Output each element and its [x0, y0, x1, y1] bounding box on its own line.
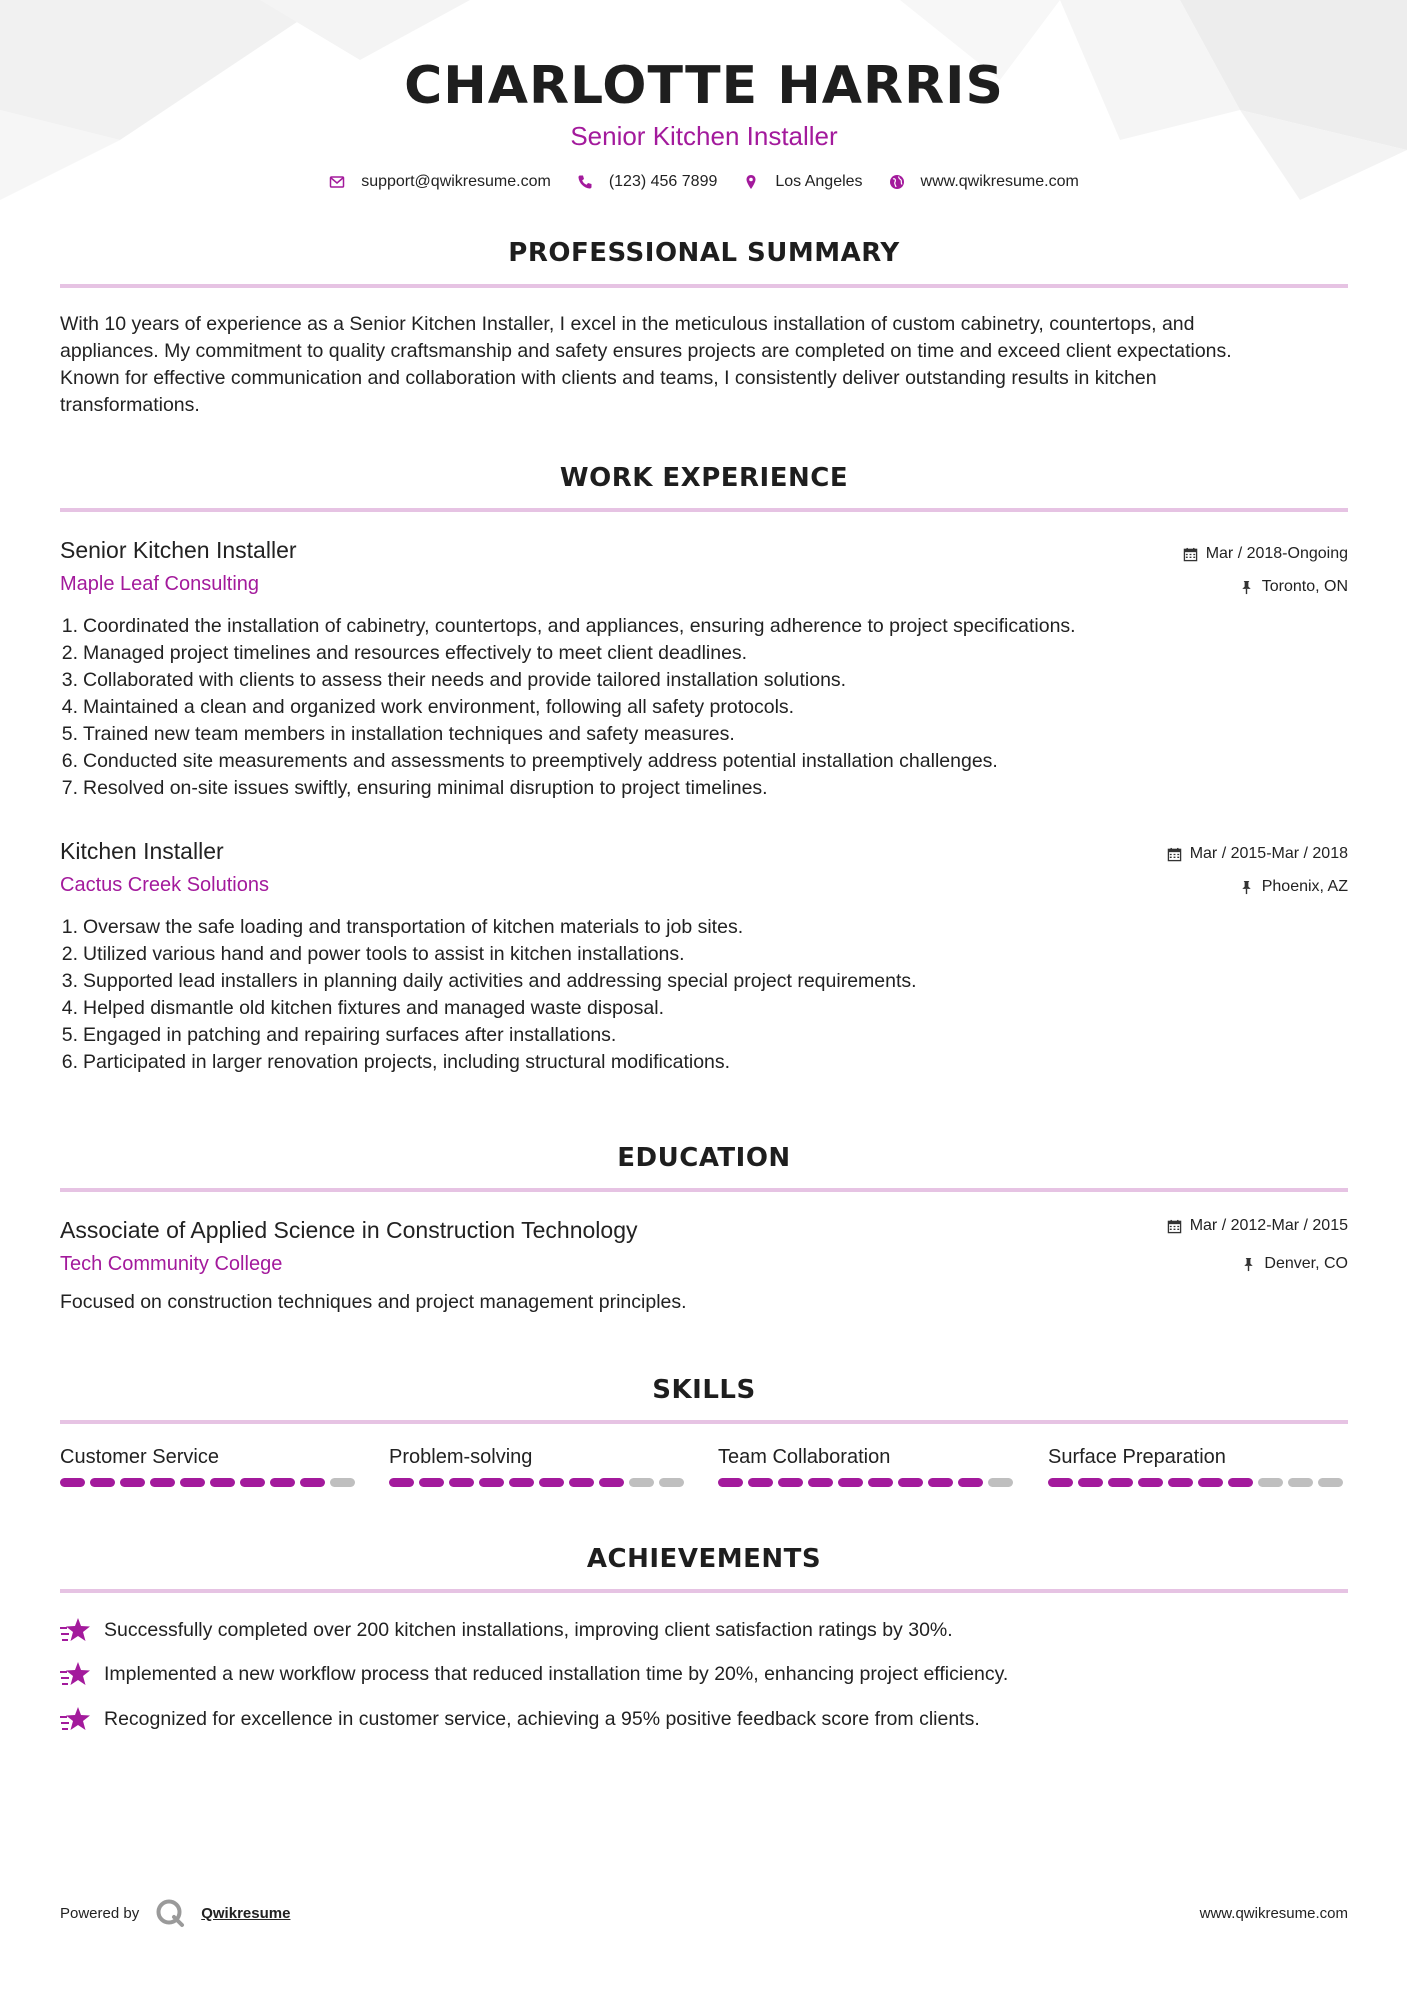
achievements-heading: ACHIEVEMENTS [586, 1544, 822, 1574]
skill-name: Surface Preparation [1048, 1446, 1226, 1468]
envelope-icon [329, 174, 345, 190]
skill-segment-filled [898, 1478, 923, 1487]
map-pin-icon [743, 174, 759, 190]
list-item: 1. Oversaw the safe loading and transportation of kitchen materials to job sites. [60, 914, 1348, 941]
achievement-text: Successfully completed over 200 kitchen installations, improving client satisfaction ratings by 30%. [104, 1618, 953, 1641]
skill-segment-filled [270, 1478, 295, 1487]
header-background-decoration [0, 0, 1407, 240]
experience-divider [60, 508, 1348, 512]
skill-segment-empty [1258, 1478, 1283, 1487]
job-dates [1183, 545, 1348, 563]
skills-divider [60, 1420, 1348, 1424]
skill-segment-filled [509, 1478, 534, 1487]
skill-segment-filled [868, 1478, 893, 1487]
list-item: 4. Maintained a clean and organized work environment, following all safety protocols. [60, 694, 1348, 721]
degree-title: Associate of Applied Science in Construction Technology [60, 1217, 638, 1243]
skill-segment-filled [1048, 1478, 1073, 1487]
skill-segment-empty [1288, 1478, 1313, 1487]
contact-phone[interactable] [577, 173, 718, 191]
skill-segment-filled [60, 1478, 85, 1487]
skill-segment-filled [718, 1478, 743, 1487]
calendar-icon [1167, 1219, 1182, 1234]
skill-segment-empty [330, 1478, 355, 1487]
school-name: Tech Community College [60, 1253, 283, 1275]
skill-segment-filled [1168, 1478, 1193, 1487]
skill-segment-filled [389, 1478, 414, 1487]
achievement-text: Implemented a new workflow process that reduced installation time by 20%, enhancing project efficiency. [104, 1662, 1009, 1685]
star-icon [60, 1705, 92, 1733]
skill-segment-filled [300, 1478, 325, 1487]
education-location [1241, 1255, 1348, 1273]
skill-name: Customer Service [60, 1446, 219, 1468]
skill-segment-filled [90, 1478, 115, 1487]
contact-bar [60, 173, 1348, 191]
experience-heading: WORK EXPERIENCE [559, 463, 849, 493]
job-location [1239, 878, 1348, 896]
list-item-text: Conducted site measurements and assessments to preemptively address potential installation challenges. [83, 750, 998, 772]
skill-name: Team Collaboration [718, 1446, 891, 1468]
list-item-text: Maintained a clean and organized work environment, following all safety protocols. [83, 696, 795, 718]
skill-segment-filled [449, 1478, 474, 1487]
skill-level-bar [389, 1478, 689, 1487]
summary-heading: PROFESSIONAL SUMMARY [508, 238, 900, 268]
skill-item [389, 1446, 689, 1487]
skill-segment-filled [928, 1478, 953, 1487]
candidate-role: Senior Kitchen Installer [570, 121, 838, 151]
contact-email-text: support@qwikresume.com [361, 173, 551, 190]
skill-segment-empty [1318, 1478, 1343, 1487]
education-heading: EDUCATION [617, 1143, 791, 1173]
job-title: Senior Kitchen Installer [60, 537, 297, 563]
job-dates [1167, 845, 1348, 863]
list-item-text: Collaborated with clients to assess their needs and provide tailored installation solutions. [83, 669, 847, 691]
contact-website[interactable] [889, 173, 1079, 191]
job-location-text: Phoenix, AZ [1261, 878, 1348, 895]
skill-segment-filled [210, 1478, 235, 1487]
job-company: Cactus Creek Solutions [60, 874, 269, 896]
summary-line: appliances. My commitment to quality craftsmanship and safety ensures projects are completed on time and exceed client expectations. [60, 340, 1232, 362]
skill-segment-filled [150, 1478, 175, 1487]
skill-segment-filled [240, 1478, 265, 1487]
job-responsibilities [60, 914, 1348, 1076]
education-description: Focused on construction techniques and project management principles. [60, 1291, 687, 1313]
summary-line: Known for effective communication and collaboration with clients and teams, I consistently deliver outstanding results in kitchen [60, 367, 1157, 389]
qwikresume-link[interactable]: Qwikresume [201, 1904, 291, 1922]
list-item: 5. Trained new team members in installation techniques and safety measures. [60, 721, 1348, 748]
list-item: 3. Supported lead installers in planning daily activities and addressing special project requirements. [60, 968, 1348, 995]
powered-by-label: Powered by [60, 1904, 140, 1922]
skill-segment-empty [988, 1478, 1013, 1487]
skill-segment-filled [1078, 1478, 1103, 1487]
list-item: 5. Engaged in patching and repairing surfaces after installations. [60, 1022, 1348, 1049]
list-item: 7. Resolved on-site issues swiftly, ensuring minimal disruption to project timelines. [60, 775, 1348, 802]
job-company: Maple Leaf Consulting [60, 573, 260, 595]
list-item-text: Coordinated the installation of cabinetry, countertops, and appliances, ensuring adherence to project specifications. [83, 615, 1076, 637]
list-item-text: Trained new team members in installation techniques and safety measures. [83, 723, 735, 745]
footer-powered-by [60, 1898, 290, 1928]
achievement-item [60, 1705, 980, 1733]
list-item-text: Resolved on-site issues swiftly, ensuring minimal disruption to project timelines. [83, 777, 768, 799]
skill-segment-filled [479, 1478, 504, 1487]
contact-website-text: www.qwikresume.com [920, 173, 1079, 190]
list-item: 2. Managed project timelines and resources effectively to meet client deadlines. [60, 640, 1348, 667]
qwikresume-logo-icon [155, 1898, 185, 1928]
list-item-text: Utilized various hand and power tools to assist in kitchen installations. [83, 943, 685, 965]
skill-segment-filled [778, 1478, 803, 1487]
education-dates-text: Mar / 2012-Mar / 2015 [1189, 1217, 1348, 1234]
job-dates-text: Mar / 2018-Ongoing [1205, 545, 1348, 562]
skill-segment-filled [1108, 1478, 1133, 1487]
pushpin-icon [1239, 880, 1254, 895]
education-divider [60, 1188, 1348, 1192]
summary-line: transformations. [60, 394, 200, 416]
achievement-item [60, 1616, 953, 1644]
skill-segment-filled [569, 1478, 594, 1487]
skill-name: Problem-solving [389, 1446, 533, 1468]
list-item-text: Oversaw the safe loading and transportation of kitchen materials to job sites. [83, 916, 744, 938]
list-item-text: Engaged in patching and repairing surfaces after installations. [83, 1024, 617, 1046]
education-dates [1167, 1217, 1348, 1235]
list-item: 3. Collaborated with clients to assess their needs and provide tailored installation solutions. [60, 667, 1348, 694]
summary-text [60, 311, 1348, 419]
list-item-text: Participated in larger renovation projects, including structural modifications. [83, 1051, 731, 1073]
list-item: 6. Conducted site measurements and assessments to preemptively address potential installation challenges. [60, 748, 1348, 775]
skill-segment-filled [958, 1478, 983, 1487]
skill-segment-filled [1138, 1478, 1163, 1487]
summary-line: With 10 years of experience as a Senior Kitchen Installer, I excel in the meticulous installation of custom cabinetry, countertops, and [60, 313, 1195, 335]
skill-segment-filled [180, 1478, 205, 1487]
list-item-text: Helped dismantle old kitchen fixtures and managed waste disposal. [83, 997, 665, 1019]
contact-phone-text: (123) 456 7899 [608, 173, 718, 190]
skill-segment-filled [1228, 1478, 1253, 1487]
star-icon [60, 1616, 92, 1644]
job-title: Kitchen Installer [60, 838, 224, 864]
achievements-divider [60, 1589, 1348, 1593]
education-location-text: Denver, CO [1264, 1255, 1348, 1272]
candidate-name: CHARLOTTE HARRIS [404, 56, 1004, 116]
star-icon [60, 1660, 92, 1688]
skill-level-bar [718, 1478, 1018, 1487]
skill-segment-filled [599, 1478, 624, 1487]
list-item: 1. Coordinated the installation of cabinetry, countertops, and appliances, ensuring adherence to project specifications. [60, 613, 1348, 640]
calendar-icon [1183, 547, 1198, 562]
job-location-text: Toronto, ON [1261, 578, 1348, 595]
job-dates-text: Mar / 2015-Mar / 2018 [1189, 845, 1348, 862]
summary-divider [60, 284, 1348, 288]
skill-item [60, 1446, 360, 1487]
phone-icon [577, 174, 593, 190]
skill-item [718, 1446, 1018, 1487]
list-item-text: Supported lead installers in planning daily activities and addressing special project requirements. [83, 970, 917, 992]
job-location [1239, 578, 1348, 596]
skill-level-bar [1048, 1478, 1348, 1487]
list-item: 2. Utilized various hand and power tools to assist in kitchen installations. [60, 941, 1348, 968]
contact-location [743, 173, 862, 191]
globe-icon [889, 174, 905, 190]
skill-segment-filled [419, 1478, 444, 1487]
list-item-text: Managed project timelines and resources effectively to meet client deadlines. [83, 642, 748, 664]
skill-segment-filled [120, 1478, 145, 1487]
skills-heading: SKILLS [652, 1375, 756, 1405]
skill-segment-filled [748, 1478, 773, 1487]
achievement-item [60, 1660, 1008, 1688]
calendar-icon [1167, 847, 1182, 862]
pushpin-icon [1239, 580, 1254, 595]
skill-segment-empty [659, 1478, 684, 1487]
skill-segment-empty [629, 1478, 654, 1487]
job-responsibilities [60, 613, 1348, 802]
pushpin-icon [1241, 1257, 1256, 1272]
skill-segment-filled [1198, 1478, 1223, 1487]
skill-item [1048, 1446, 1348, 1487]
skill-segment-filled [808, 1478, 833, 1487]
list-item: 4. Helped dismantle old kitchen fixtures and managed waste disposal. [60, 995, 1348, 1022]
list-item: 6. Participated in larger renovation projects, including structural modifications. [60, 1049, 1348, 1076]
skill-segment-filled [838, 1478, 863, 1487]
skill-level-bar [60, 1478, 360, 1487]
footer-website[interactable]: www.qwikresume.com [1199, 1905, 1348, 1922]
contact-email[interactable] [329, 173, 551, 191]
contact-location-text: Los Angeles [775, 173, 863, 190]
achievement-text: Recognized for excellence in customer service, achieving a 95% positive feedback score from clients. [104, 1707, 980, 1730]
skill-segment-filled [539, 1478, 564, 1487]
